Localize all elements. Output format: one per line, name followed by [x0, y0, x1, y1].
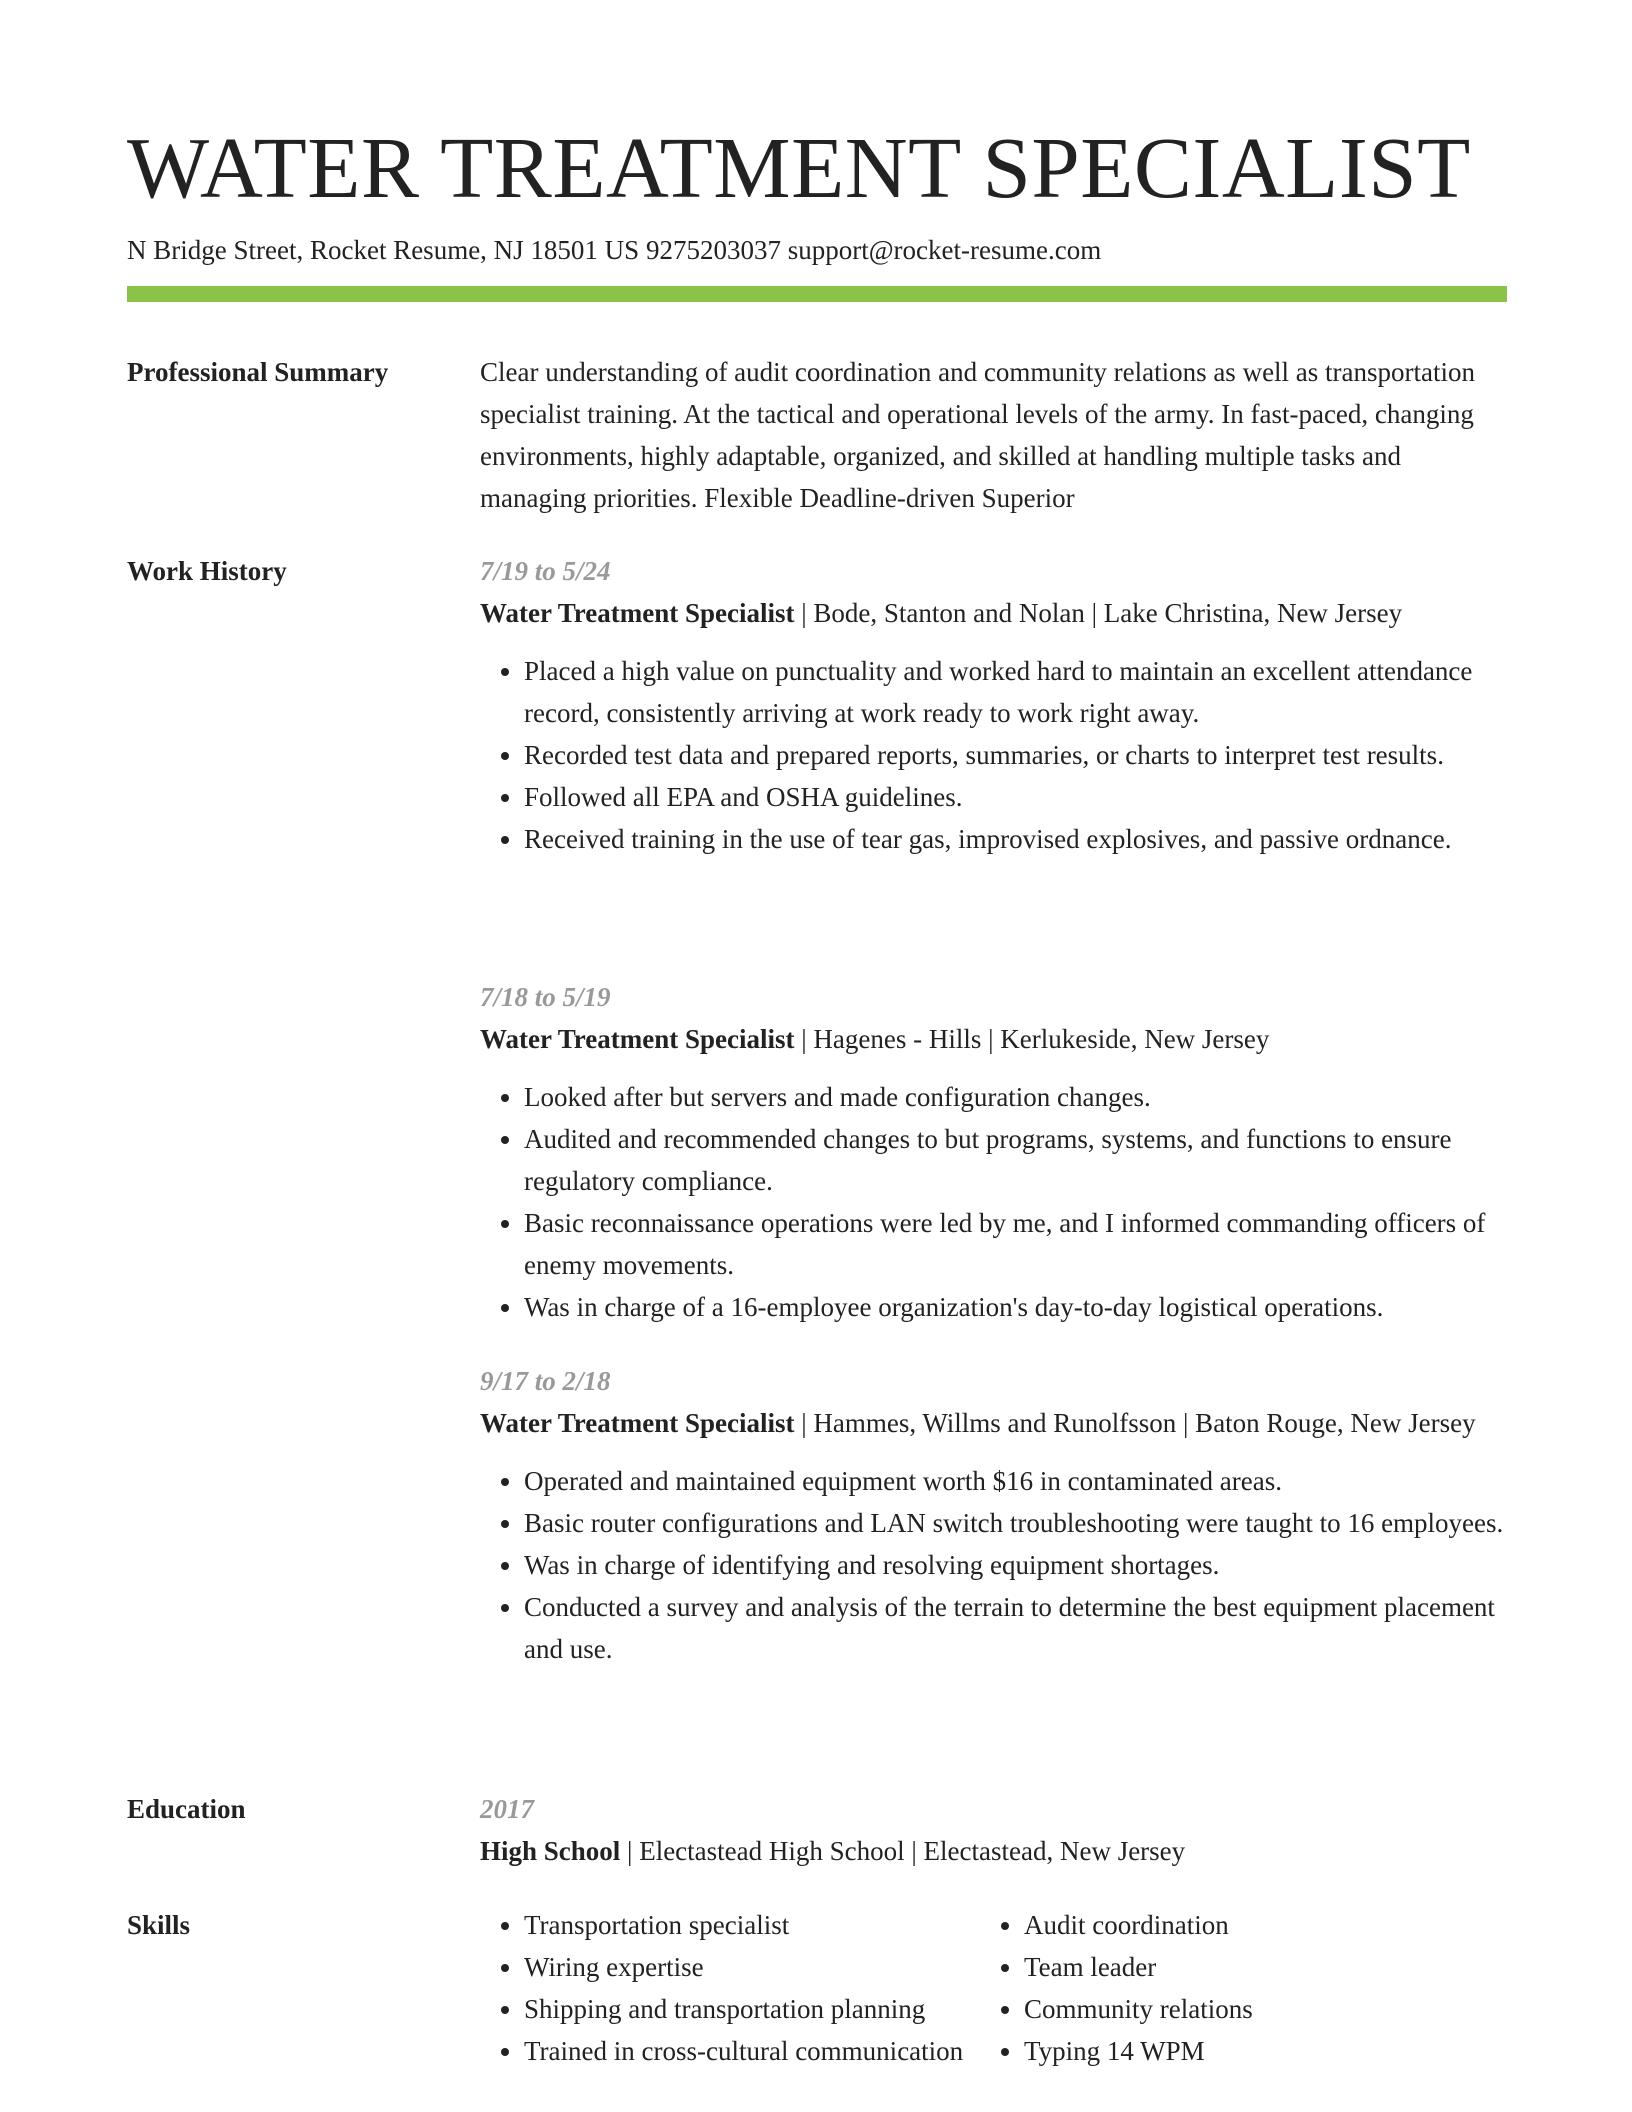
job-dates: 7/18 to 5/19 [480, 982, 611, 1012]
education-degree: High School [480, 1836, 621, 1866]
skill-item: • Wiring expertise [524, 1946, 1000, 1988]
job-role-line [480, 1402, 1510, 1444]
education-details: | Electastead High School | Electastead, New Jersey [620, 1836, 1186, 1866]
job-title: Water Treatment Specialist [480, 1024, 795, 1054]
education-heading: Education [127, 1794, 246, 1824]
job-bullet: • Basic router configurations and LAN switch troubleshooting were taught to 16 employees. [524, 1502, 1510, 1544]
skills-list [980, 1904, 1500, 2072]
skill-item: • Audit coordination [1024, 1904, 1500, 1946]
job-bullets [480, 1460, 1510, 1670]
job-entry [480, 1360, 1510, 1670]
job-bullet: • Placed a high value on punctuality and worked hard to maintain an excellent attendance record, consistently arriving at work ready to work right away. [524, 650, 1510, 734]
education-line [480, 1830, 1510, 1872]
skills-column-left [480, 1904, 1000, 2072]
skill-item: • Shipping and transportation planning [524, 1988, 1000, 2030]
job-bullet: • Looked after but servers and made configuration changes. [524, 1076, 1510, 1118]
job-bullet: • Conducted a survey and analysis of the terrain to determine the best equipment placement and use. [524, 1586, 1510, 1670]
header-divider [127, 286, 1507, 302]
skills-column-right [980, 1904, 1500, 2072]
summary-text: Clear understanding of audit coordination and community relations as well as transportation specialist training. At the tactical and operational levels of the army. In fast-paced, changing environments, highly adaptable, organized, and skilled at handling multiple tasks and managing priorities. Flexible Deadline-driven Superior [480, 357, 1476, 513]
job-title: Water Treatment Specialist [480, 598, 795, 628]
job-role-line [480, 592, 1510, 634]
education-year: 2017 [480, 1794, 534, 1824]
job-bullet: • Was in charge of identifying and resolving equipment shortages. [524, 1544, 1510, 1586]
job-bullet: • Audited and recommended changes to but programs, systems, and functions to ensure regulatory compliance. [524, 1118, 1510, 1202]
job-entry [480, 550, 1510, 860]
job-bullets [480, 650, 1510, 860]
job-bullet: • Basic reconnaissance operations were led by me, and I informed commanding officers of enemy movements. [524, 1202, 1510, 1286]
skill-item: • Community relations [1024, 1988, 1500, 2030]
job-title: Water Treatment Specialist [480, 1408, 795, 1438]
contact-line: N Bridge Street, Rocket Resume, NJ 18501 US 9275203037 support@rocket-resume.com [127, 235, 1102, 265]
resume-name-title: WATER TREATMENT SPECIALIST [127, 119, 1471, 216]
job-entry [480, 976, 1510, 1328]
job-dates: 7/19 to 5/24 [480, 556, 611, 586]
job-dates: 9/17 to 2/18 [480, 1366, 611, 1396]
skill-item: • Typing 14 WPM [1024, 2030, 1500, 2072]
skill-item: • Team leader [1024, 1946, 1500, 1988]
job-bullet: • Received training in the use of tear gas, improvised explosives, and passive ordnance. [524, 818, 1510, 860]
skills-list [480, 1904, 1000, 2072]
work-history-heading: Work History [127, 556, 287, 586]
job-bullet: • Followed all EPA and OSHA guidelines. [524, 776, 1510, 818]
job-bullets [480, 1076, 1510, 1328]
job-details: | Hammes, Willms and Runolfsson | Baton Rouge, New Jersey [794, 1408, 1476, 1438]
job-bullet: • Operated and maintained equipment worth $16 in contaminated areas. [524, 1460, 1510, 1502]
education-entry [480, 1788, 1510, 1872]
summary-heading: Professional Summary [127, 357, 389, 387]
skills-heading: Skills [127, 1910, 191, 1940]
skill-item: • Transportation specialist [524, 1904, 1000, 1946]
job-bullet: • Was in charge of a 16-employee organization's day-to-day logistical operations. [524, 1286, 1510, 1328]
job-role-line [480, 1018, 1510, 1060]
job-bullet: • Recorded test data and prepared reports, summaries, or charts to interpret test results. [524, 734, 1510, 776]
job-details: | Bode, Stanton and Nolan | Lake Christina, New Jersey [794, 598, 1403, 628]
job-details: | Hagenes - Hills | Kerlukeside, New Jersey [794, 1024, 1270, 1054]
skill-item: • Trained in cross-cultural communication [524, 2030, 1000, 2072]
